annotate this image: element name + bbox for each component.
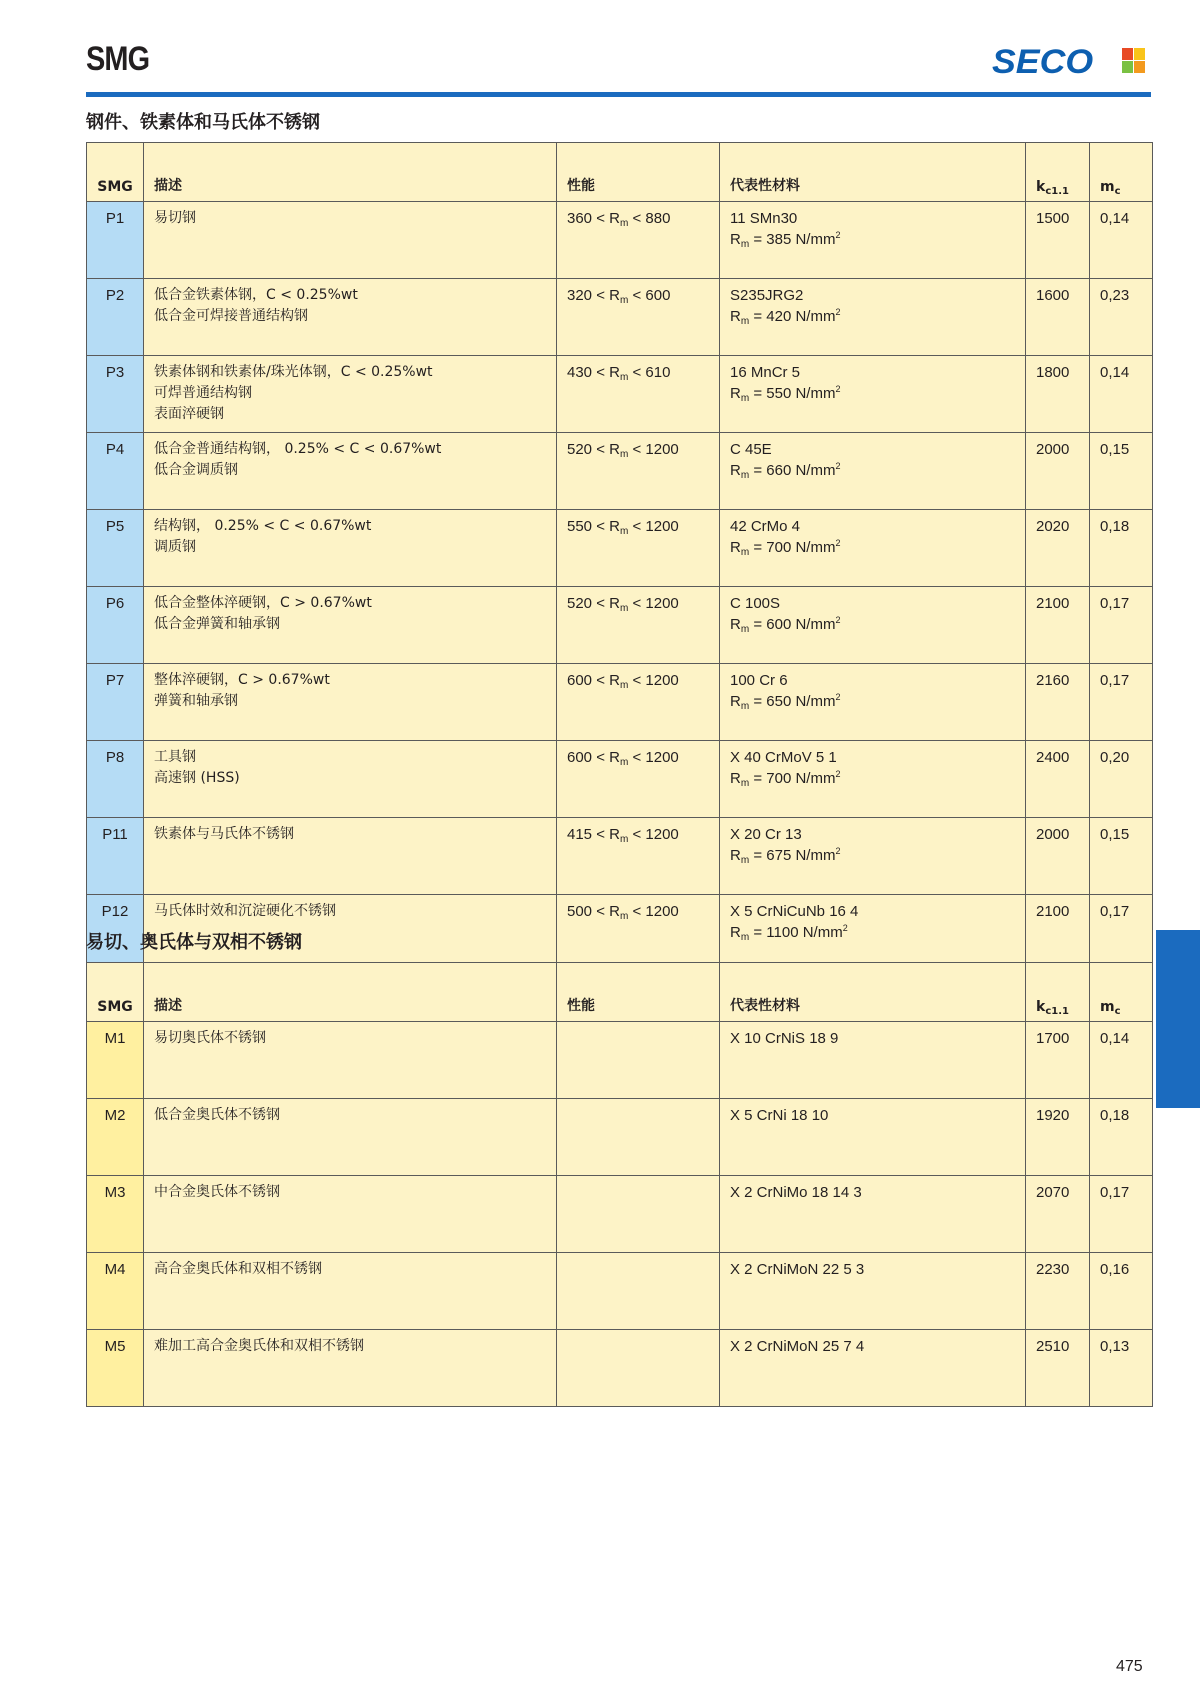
description-line: 易切钢 <box>154 210 196 226</box>
col-header-kc: $k_{c1.1}$ <box>1026 963 1090 1022</box>
description-cell <box>144 1176 557 1253</box>
smg-code-cell: M3 <box>87 1176 144 1253</box>
description-cell <box>144 356 557 433</box>
kc-value-cell: 1800 <box>1026 356 1090 433</box>
tensile-subscript: m <box>740 470 750 481</box>
tensile-subscript: m <box>740 624 750 635</box>
material-cell <box>720 202 1026 279</box>
performance-subscript: m <box>619 911 629 922</box>
material-cell <box>720 895 1026 972</box>
tensile-text: = 650 N/mm <box>749 693 836 710</box>
mc-value-cell: 0,15 <box>1090 433 1153 510</box>
tensile-text: = 660 N/mm <box>749 462 836 479</box>
tensile-text: R <box>730 231 741 248</box>
kc-value-cell: 1700 <box>1026 1022 1090 1099</box>
tensile-subscript: m <box>740 393 750 404</box>
col-header-perf: 性能 <box>557 963 720 1022</box>
performance-cell <box>557 356 720 433</box>
performance-text: 550 < R <box>567 518 620 535</box>
description-cell <box>144 1099 557 1176</box>
performance-cell <box>557 202 720 279</box>
tensile-superscript: 2 <box>835 769 841 779</box>
kc-value-cell: 2000 <box>1026 433 1090 510</box>
tensile-text: = 600 N/mm <box>749 616 836 633</box>
material-cell <box>720 433 1026 510</box>
kc-value-cell: 2100 <box>1026 587 1090 664</box>
description-cell <box>144 587 557 664</box>
tensile-subscript: m <box>740 932 750 943</box>
performance-subscript: m <box>619 295 629 306</box>
material-cell <box>720 741 1026 818</box>
description-cell <box>144 741 557 818</box>
performance-text: < 1200 <box>628 903 679 920</box>
smg-code-cell: M2 <box>87 1099 144 1176</box>
performance-subscript: m <box>619 372 629 383</box>
tensile-text: R <box>730 924 741 941</box>
smg-code-cell: P4 <box>87 433 144 510</box>
material-cell <box>720 510 1026 587</box>
tensile-text: R <box>730 616 741 633</box>
description-cell <box>144 1022 557 1099</box>
performance-text: 430 < R <box>567 364 620 381</box>
description-line: 铁素体钢和铁素体/珠光体钢，C < 0.25%wt <box>154 364 433 380</box>
smg-code-cell: P6 <box>87 587 144 664</box>
mc-value-cell: 0,15 <box>1090 818 1153 895</box>
tensile-text: R <box>730 847 741 864</box>
performance-text: 360 < R <box>567 210 620 227</box>
seco-logo <box>992 45 1148 79</box>
col-header-mc: $m_c$ <box>1090 143 1153 202</box>
mc-value-cell: 0,18 <box>1090 1099 1153 1176</box>
material-cell <box>720 818 1026 895</box>
smg-code-cell: P12 <box>87 895 144 972</box>
performance-text: 600 < R <box>567 749 620 766</box>
tensile-text: = 675 N/mm <box>749 847 836 864</box>
table-row <box>87 279 1153 356</box>
material-name: 100 Cr 6 <box>730 672 788 689</box>
mc-value-cell: 0,23 <box>1090 279 1153 356</box>
performance-text: < 610 <box>628 364 671 381</box>
material-name: S235JRG2 <box>730 287 804 304</box>
performance-text: 600 < R <box>567 672 620 689</box>
table-row <box>87 356 1153 433</box>
tensile-strength <box>730 768 1025 789</box>
page-number: 475 <box>1116 1658 1143 1675</box>
tensile-superscript: 2 <box>842 923 848 933</box>
material-name: X 10 CrNiS 18 9 <box>730 1030 839 1047</box>
description-line: 整体淬硬钢，C > 0.67%wt <box>154 672 330 688</box>
performance-text: < 1200 <box>628 749 679 766</box>
material-name: X 2 CrNiMo 18 14 3 <box>730 1184 862 1201</box>
description-line: 低合金奥氏体不锈钢 <box>154 1107 280 1123</box>
tensile-superscript: 2 <box>835 307 841 317</box>
performance-cell <box>557 741 720 818</box>
smg-code-cell: M1 <box>87 1022 144 1099</box>
table-row <box>87 1099 1153 1176</box>
tensile-strength <box>730 229 1025 250</box>
header-rule <box>86 92 1151 97</box>
performance-subscript: m <box>619 757 629 768</box>
performance-text: < 1200 <box>628 672 679 689</box>
performance-subscript: m <box>619 603 629 614</box>
kc-value-cell: 1500 <box>1026 202 1090 279</box>
performance-cell <box>557 1176 720 1253</box>
table-row <box>87 1176 1153 1253</box>
tensile-subscript: m <box>740 316 750 327</box>
mc-value-cell: 0,13 <box>1090 1330 1153 1407</box>
smg-code-cell: M5 <box>87 1330 144 1407</box>
description-line: 结构钢， 0.25% < C < 0.67%wt <box>154 518 372 534</box>
material-cell <box>720 1022 1026 1099</box>
kc-value-cell: 2230 <box>1026 1253 1090 1330</box>
tensile-text: = 1100 N/mm <box>749 924 843 941</box>
tensile-text: R <box>730 693 741 710</box>
material-name: C 100S <box>730 595 781 612</box>
table-row <box>87 1022 1153 1099</box>
tensile-strength <box>730 537 1025 558</box>
tensile-text: = 385 N/mm <box>749 231 836 248</box>
mc-value-cell: 0,18 <box>1090 510 1153 587</box>
table-row <box>87 202 1153 279</box>
performance-text: < 1200 <box>628 518 679 535</box>
tensile-strength <box>730 691 1025 712</box>
description-line: 调质钢 <box>154 539 196 555</box>
col-header-desc: 描述 <box>144 963 557 1022</box>
mc-value-cell: 0,17 <box>1090 1176 1153 1253</box>
tensile-strength <box>730 306 1025 327</box>
performance-cell <box>557 510 720 587</box>
description-line: 铁素体与马氏体不锈钢 <box>154 826 294 842</box>
smg-code-cell: P3 <box>87 356 144 433</box>
description-line: 低合金铁素体钢，C < 0.25%wt <box>154 287 358 303</box>
table-header-row <box>87 143 1153 202</box>
smg-code-cell: P8 <box>87 741 144 818</box>
tensile-text: R <box>730 539 741 556</box>
material-cell <box>720 1330 1026 1407</box>
col-header-desc: 描述 <box>144 143 557 202</box>
description-cell <box>144 818 557 895</box>
table-row <box>87 587 1153 664</box>
material-cell <box>720 1176 1026 1253</box>
logo-mark-icon <box>1122 48 1146 74</box>
col-header-perf: 性能 <box>557 143 720 202</box>
performance-text: < 1200 <box>628 595 679 612</box>
table-row <box>87 818 1153 895</box>
performance-cell <box>557 1253 720 1330</box>
performance-text: 415 < R <box>567 826 620 843</box>
performance-cell <box>557 818 720 895</box>
tensile-subscript: m <box>740 701 750 712</box>
description-line: 低合金调质钢 <box>154 462 238 478</box>
kc-value-cell: 2400 <box>1026 741 1090 818</box>
description-line: 低合金整体淬硬钢，C > 0.67%wt <box>154 595 372 611</box>
performance-text: 520 < R <box>567 595 620 612</box>
material-name: 42 CrMo 4 <box>730 518 801 535</box>
tensile-strength <box>730 922 1025 943</box>
performance-cell <box>557 664 720 741</box>
description-line: 工具钢 <box>154 749 196 765</box>
description-line: 低合金弹簧和轴承钢 <box>154 616 280 632</box>
material-cell <box>720 279 1026 356</box>
tensile-strength <box>730 614 1025 635</box>
tensile-superscript: 2 <box>835 230 841 240</box>
smg-code-cell: P5 <box>87 510 144 587</box>
performance-text: < 600 <box>628 287 671 304</box>
mc-value-cell: 0,17 <box>1090 587 1153 664</box>
mc-value-cell: 0,16 <box>1090 1253 1153 1330</box>
description-cell <box>144 1330 557 1407</box>
tensile-subscript: m <box>740 855 750 866</box>
performance-text: 320 < R <box>567 287 620 304</box>
description-line: 高速钢 (HSS) <box>154 770 240 786</box>
tensile-superscript: 2 <box>835 384 841 394</box>
table-row <box>87 1253 1153 1330</box>
table-row <box>87 433 1153 510</box>
table-row <box>87 664 1153 741</box>
description-line: 难加工高合金奥氏体和双相不锈钢 <box>154 1338 364 1354</box>
table-row <box>87 510 1153 587</box>
table-header-row <box>87 963 1153 1022</box>
description-cell <box>144 202 557 279</box>
kc-value-cell: 2510 <box>1026 1330 1090 1407</box>
col-header-material: 代表性材料 <box>720 963 1026 1022</box>
tensile-strength <box>730 460 1025 481</box>
description-line: 中合金奥氏体不锈钢 <box>154 1184 280 1200</box>
mc-value-cell: 0,14 <box>1090 1022 1153 1099</box>
description-cell <box>144 433 557 510</box>
material-cell <box>720 664 1026 741</box>
smg-code-cell: P11 <box>87 818 144 895</box>
tensile-subscript: m <box>740 778 750 789</box>
description-cell <box>144 664 557 741</box>
tensile-strength <box>730 845 1025 866</box>
mc-value-cell: 0,14 <box>1090 356 1153 433</box>
logo-text: SECO <box>992 43 1094 81</box>
tensile-superscript: 2 <box>835 461 841 471</box>
performance-subscript: m <box>619 526 629 537</box>
performance-cell <box>557 895 720 972</box>
tensile-text: R <box>730 770 741 787</box>
description-cell <box>144 279 557 356</box>
tensile-superscript: 2 <box>835 615 841 625</box>
tensile-strength <box>730 383 1025 404</box>
performance-subscript: m <box>619 449 629 460</box>
material-cell <box>720 587 1026 664</box>
col-header-mc: $m_c$ <box>1090 963 1153 1022</box>
tensile-text: R <box>730 462 741 479</box>
tensile-subscript: m <box>740 547 750 558</box>
tensile-superscript: 2 <box>835 538 841 548</box>
performance-text: < 880 <box>628 210 671 227</box>
material-name: X 20 Cr 13 <box>730 826 802 843</box>
material-name: X 2 CrNiMoN 25 7 4 <box>730 1338 865 1355</box>
performance-cell <box>557 587 720 664</box>
description-cell <box>144 510 557 587</box>
material-cell <box>720 1253 1026 1330</box>
smg-code-cell: P2 <box>87 279 144 356</box>
table-row <box>87 1330 1153 1407</box>
section-heading-m: 易切、奥氏体与双相不锈钢 <box>86 932 302 953</box>
kc-value-cell: 2000 <box>1026 818 1090 895</box>
description-line: 高合金奥氏体和双相不锈钢 <box>154 1261 322 1277</box>
performance-cell <box>557 1022 720 1099</box>
table-row <box>87 741 1153 818</box>
kc-value-cell: 1600 <box>1026 279 1090 356</box>
performance-text: 500 < R <box>567 903 620 920</box>
smg-code-cell: P1 <box>87 202 144 279</box>
description-line: 易切奥氏体不锈钢 <box>154 1030 266 1046</box>
description-line: 可焊普通结构钢 <box>154 385 252 401</box>
material-name: X 5 CrNi 18 10 <box>730 1107 829 1124</box>
performance-cell <box>557 1330 720 1407</box>
page-title: SMG <box>86 40 150 78</box>
mc-value-cell: 0,14 <box>1090 202 1153 279</box>
tensile-text: = 700 N/mm <box>749 770 836 787</box>
description-line: 表面淬硬钢 <box>154 406 224 422</box>
performance-subscript: m <box>619 834 629 845</box>
col-header-smg: SMG <box>87 963 144 1022</box>
mc-value-cell: 0,20 <box>1090 741 1153 818</box>
material-name: 16 MnCr 5 <box>730 364 801 381</box>
performance-text: 520 < R <box>567 441 620 458</box>
smg-table-p <box>86 142 1153 972</box>
mc-value-cell: 0,17 <box>1090 895 1153 972</box>
smg-code-cell: M4 <box>87 1253 144 1330</box>
tensile-text: R <box>730 385 741 402</box>
material-name: X 40 CrMoV 5 1 <box>730 749 837 766</box>
col-header-kc: $k_{c1.1}$ <box>1026 143 1090 202</box>
tensile-subscript: m <box>740 239 750 250</box>
smg-code-cell: P7 <box>87 664 144 741</box>
material-name: C 45E <box>730 441 772 458</box>
material-cell <box>720 356 1026 433</box>
kc-value-cell: 2020 <box>1026 510 1090 587</box>
side-index-tab <box>1156 930 1200 1108</box>
tensile-text: = 420 N/mm <box>749 308 836 325</box>
col-header-smg: SMG <box>87 143 144 202</box>
tensile-text: R <box>730 308 741 325</box>
mc-value-cell: 0,17 <box>1090 664 1153 741</box>
material-cell <box>720 1099 1026 1176</box>
tensile-superscript: 2 <box>835 846 841 856</box>
tensile-text: = 550 N/mm <box>749 385 836 402</box>
description-line: 马氏体时效和沉淀硬化不锈钢 <box>154 903 336 919</box>
performance-cell <box>557 279 720 356</box>
kc-value-cell: 2100 <box>1026 895 1090 972</box>
performance-subscript: m <box>619 680 629 691</box>
tensile-superscript: 2 <box>835 692 841 702</box>
material-name: X 5 CrNiCuNb 16 4 <box>730 903 859 920</box>
kc-value-cell: 2160 <box>1026 664 1090 741</box>
performance-cell <box>557 1099 720 1176</box>
description-line: 低合金可焊接普通结构钢 <box>154 308 308 324</box>
performance-cell <box>557 433 720 510</box>
kc-value-cell: 2070 <box>1026 1176 1090 1253</box>
performance-subscript: m <box>619 218 629 229</box>
performance-text: < 1200 <box>628 441 679 458</box>
kc-value-cell: 1920 <box>1026 1099 1090 1176</box>
description-line: 低合金普通结构钢， 0.25% < C < 0.67%wt <box>154 441 442 457</box>
col-header-material: 代表性材料 <box>720 143 1026 202</box>
section-heading-p: 钢件、铁素体和马氏体不锈钢 <box>86 112 320 133</box>
description-line: 弹簧和轴承钢 <box>154 693 238 709</box>
tensile-text: = 700 N/mm <box>749 539 836 556</box>
description-cell <box>144 1253 557 1330</box>
performance-text: < 1200 <box>628 826 679 843</box>
material-name: 11 SMn30 <box>730 210 798 227</box>
material-name: X 2 CrNiMoN 22 5 3 <box>730 1261 865 1278</box>
smg-table-m <box>86 962 1153 1407</box>
